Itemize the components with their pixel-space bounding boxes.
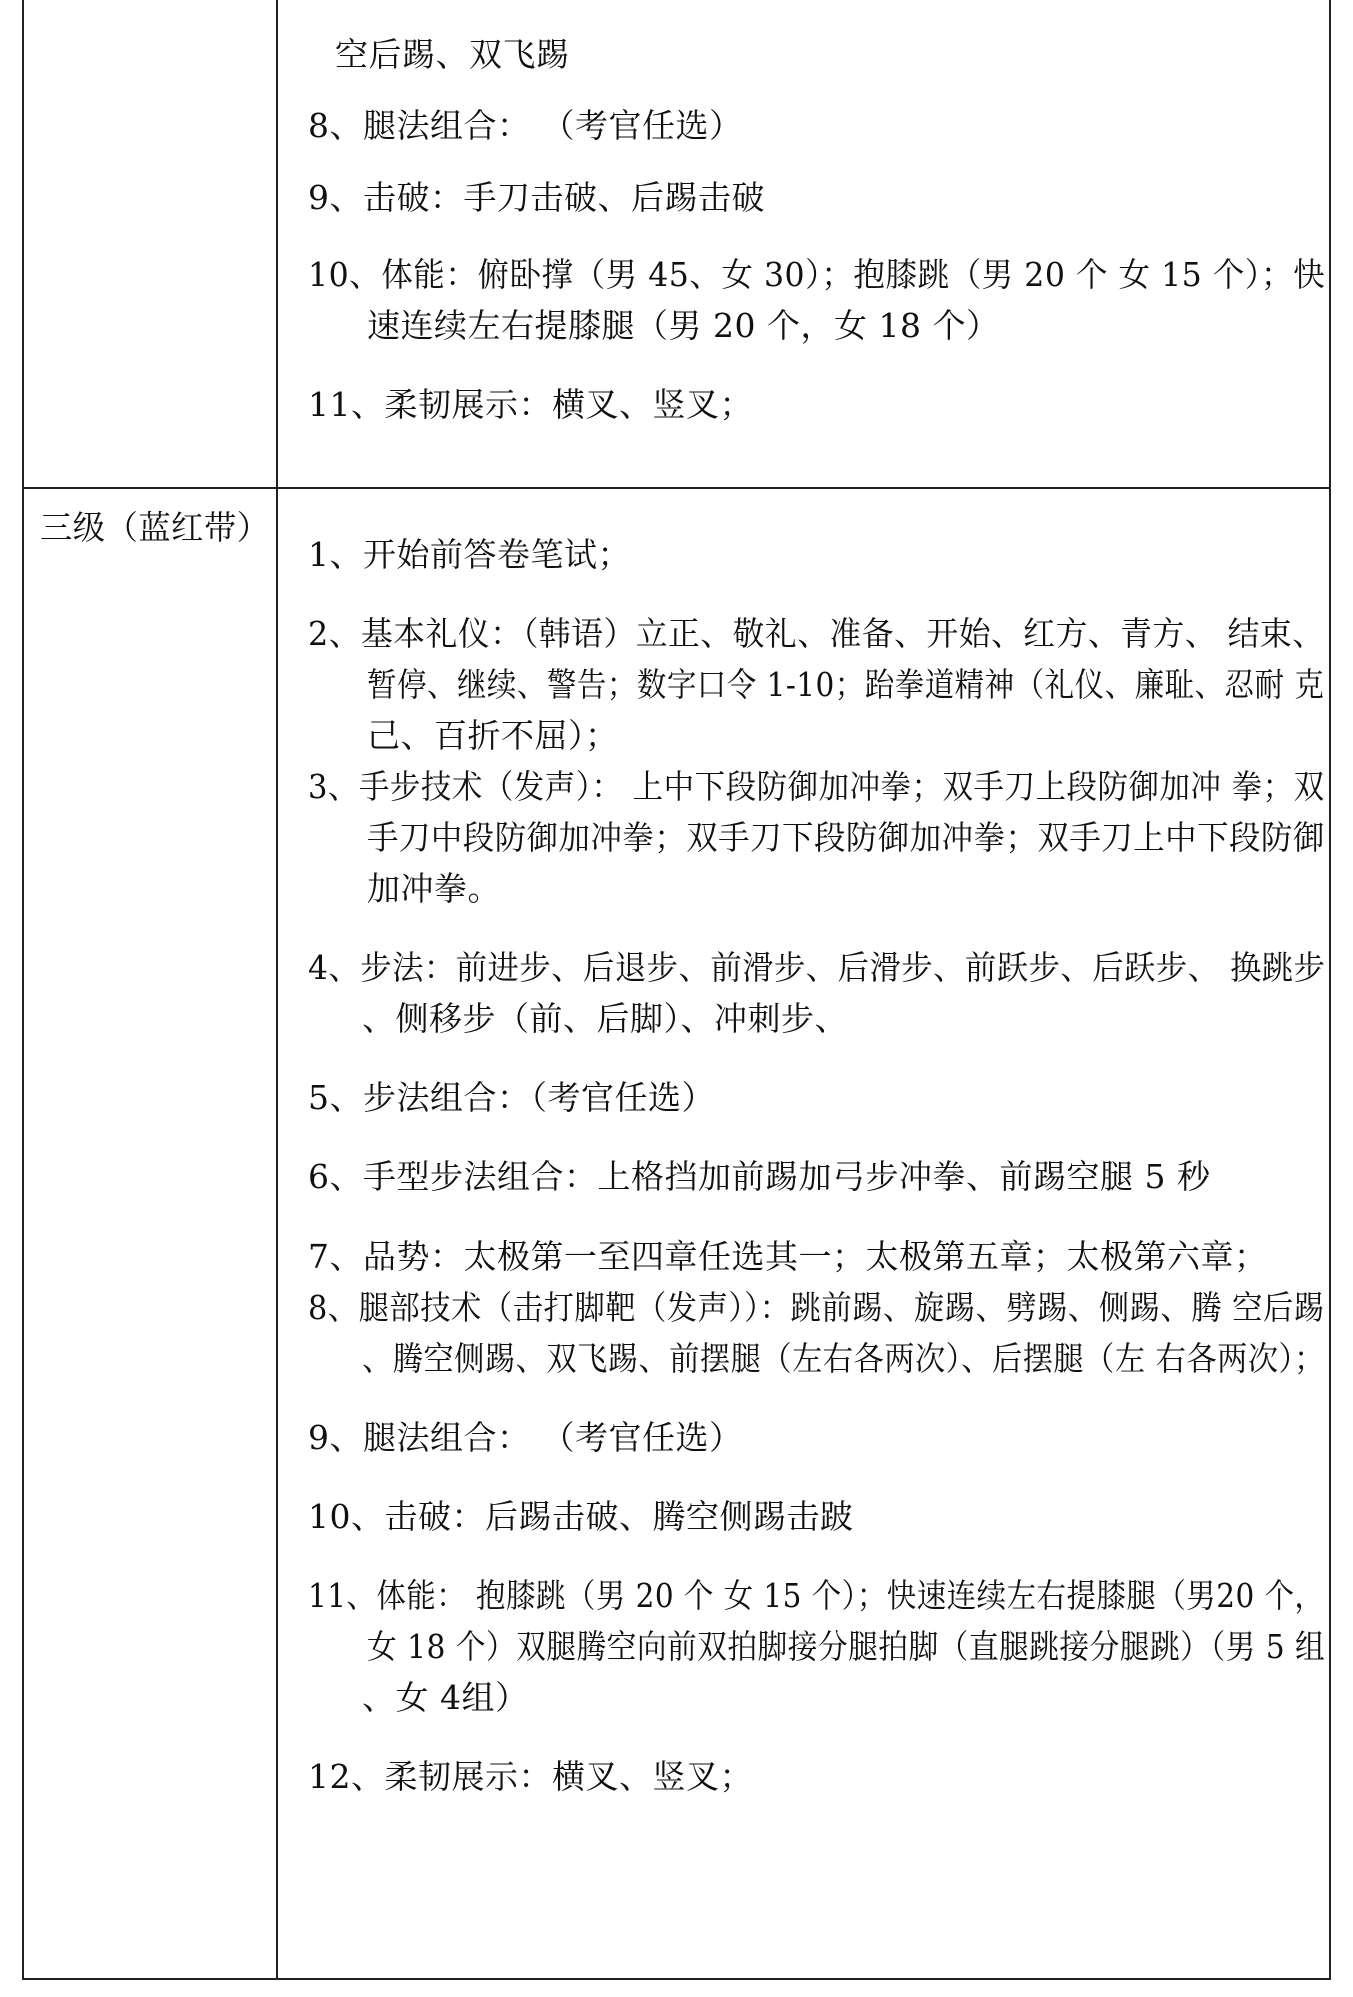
row2-item-7-line-1: 、腾空侧踢、双飞踢、前摆腿（左右各两次）、后摆腿（左 右各两次）； — [362, 1339, 1325, 1378]
row2-item-1-line-2: 己、百折不屈）； — [367, 716, 619, 755]
row2-item-6-line-0: 7、品势：太极第一至四章任选其一；太极第五章；太极第六章； — [308, 1237, 1268, 1276]
row2-item-10-line-2: 、女 4组） — [362, 1678, 529, 1717]
row2-level-cell: 三级（蓝红带） — [40, 508, 270, 547]
row2-item-3-line-1: 、侧移步（前、后脚）、冲刺步、 — [362, 999, 848, 1038]
row2-item-4-line-0: 5、步法组合：（考官任选） — [308, 1078, 715, 1117]
row2-item-5-line-0: 6、手型步法组合：上格挡加前踢加弓步冲拳、前踢空腿 5 秒 — [308, 1157, 1211, 1196]
table-row-divider — [22, 487, 1331, 489]
row2-item-1-line-1: 暂停、继续、警告；数字口令 1-10；跆拳道精神（礼仪、廉耻、忍耐 克 — [367, 665, 1325, 704]
row1-item-0-line-0: 空后踢、双飞踢 — [335, 35, 570, 74]
row2-item-2-line-1: 手刀中段防御加冲拳；双手刀下段防御加冲拳；双手刀上中下段防御 — [367, 818, 1325, 857]
row1-item-2-line-0: 9、击破：手刀击破、后踢击破 — [308, 178, 765, 217]
row2-item-8-line-0: 9、腿法组合： （考官任选） — [308, 1418, 743, 1457]
row1-item-4-line-0: 11、柔韧展示：横叉、竖叉； — [308, 385, 753, 424]
row2-item-0-line-0: 1、开始前答卷笔试； — [308, 535, 631, 574]
table-column-divider — [276, 0, 278, 1980]
row1-item-3-line-1: 速连续左右提膝腿（男 20 个，女 18 个） — [367, 306, 1000, 345]
row2-item-2-line-2: 加冲拳。 — [367, 869, 501, 908]
table-border-left — [22, 0, 24, 1980]
row2-item-10-line-0: 11、体能： 抱膝跳（男 20 个 女 15 个）；快速连续左右提膝腿（男20 个， — [308, 1576, 1325, 1615]
table-border-bottom — [22, 1978, 1331, 1980]
row2-item-9-line-0: 10、击破：后踢击破、腾空侧踢击跛 — [308, 1497, 854, 1536]
row2-item-2-line-0: 3、手步技术（发声）： 上中下段防御加冲拳；双手刀上段防御加冲 拳；双 — [308, 767, 1325, 806]
row2-item-1-line-0: 2、基本礼仪：（韩语）立正、敬礼、准备、开始、红方、青方、 结束、 — [308, 614, 1325, 653]
row2-item-11-line-0: 12、柔韧展示：横叉、竖叉； — [308, 1757, 753, 1796]
row2-item-7-line-0: 8、腿部技术（击打脚靶（发声））：跳前踢、旋踢、劈踢、侧踢、腾 空后踢 — [308, 1288, 1325, 1327]
row2-item-10-line-1: 女 18 个）双腿腾空向前双拍脚接分腿拍脚（直腿跳接分腿跳）（男 5 组 — [367, 1627, 1326, 1666]
table-border-right — [1329, 0, 1331, 1980]
row1-item-3-line-0: 10、体能：俯卧撑（男 45、女 30）；抱膝跳（男 20 个 女 15 个）；快 — [308, 255, 1326, 294]
row2-item-3-line-0: 4、步法：前进步、后退步、前滑步、后滑步、前跃步、后跃步、 换跳步 — [308, 948, 1326, 987]
row1-item-1-line-0: 8、腿法组合： （考官任选） — [308, 106, 743, 145]
